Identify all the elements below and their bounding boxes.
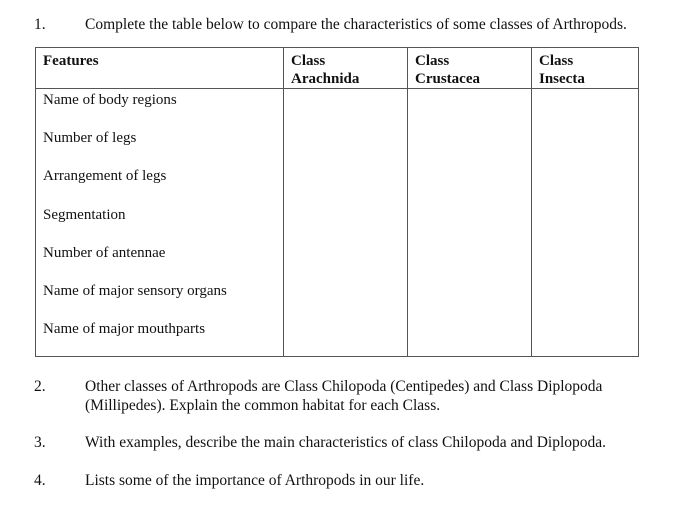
question-2-line-1: Other classes of Arthropods are Class Chilopoda (Centipedes) and Class Diplopoda <box>85 378 603 395</box>
comparison-table <box>35 47 639 357</box>
feature-sensory-organs: Name of major sensory organs <box>43 282 227 299</box>
header-class-crustacea: Class Crustacea <box>408 48 532 89</box>
feature-mouthparts: Name of major mouthparts <box>43 321 206 338</box>
question-1-text: Complete the table below to compare the characteristics of some classes of Arthropods. <box>85 16 627 33</box>
header-class-insecta: Class Insecta <box>532 48 639 89</box>
header-class-arachnida: Class Arachnida <box>284 48 408 89</box>
feature-arrangement-of-legs: Arrangement of legs <box>43 168 167 185</box>
features-cell <box>36 89 284 357</box>
table-header-row <box>36 48 639 89</box>
question-2-number: 2. <box>34 378 46 395</box>
table-body-row <box>36 89 639 357</box>
header-features: Features <box>36 48 284 89</box>
feature-body-regions: Name of body regions <box>43 92 177 108</box>
question-2-line-2: (Millipedes). Explain the common habitat for each Class. <box>85 397 441 414</box>
question-3-text: With examples, describe the main characteristics of class Chilopoda and Diplopoda. <box>85 434 607 451</box>
crustacea-answer-cell[interactable] <box>408 89 532 357</box>
question-4-number: 4. <box>34 472 46 489</box>
feature-segmentation: Segmentation <box>43 206 126 223</box>
arachnida-answer-cell[interactable] <box>284 89 408 357</box>
question-1-number: 1. <box>34 16 46 33</box>
feature-number-of-antennae: Number of antennae <box>43 244 166 261</box>
question-3-number: 3. <box>34 434 46 451</box>
insecta-answer-cell[interactable] <box>532 89 639 357</box>
feature-number-of-legs: Number of legs <box>43 130 137 147</box>
question-4-text: Lists some of the importance of Arthropods in our life. <box>85 472 425 489</box>
